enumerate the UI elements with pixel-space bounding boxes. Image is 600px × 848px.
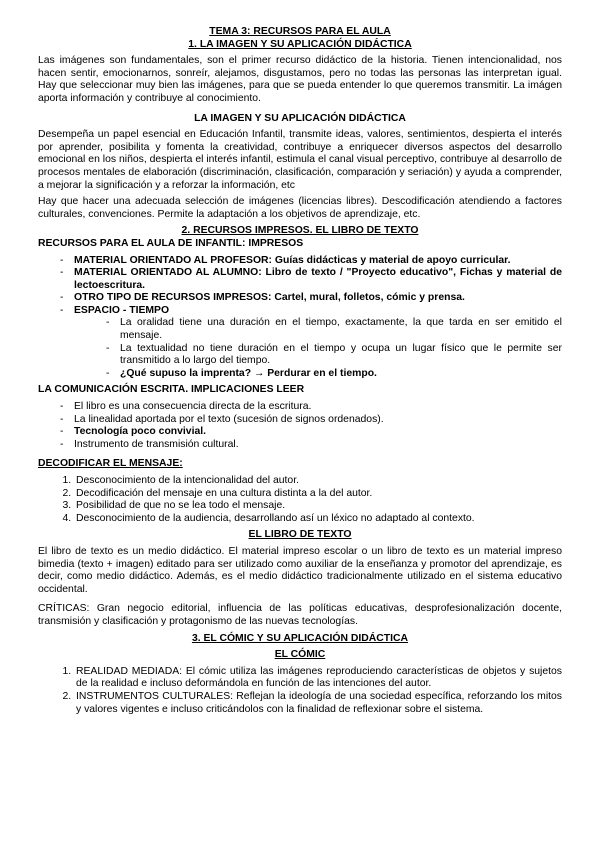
space-time-sublist: [74, 317, 562, 380]
list-item: 1. REALIDAD MEDIADA: El cómic utiliza las imágenes reproduciendo características de objetos y sujetos de la realidad e incluso deformándola en función de las intenciones del autor.: [74, 666, 562, 691]
list-item: - ¿Qué supuso la imprenta? → Perdurar en el tiempo.: [106, 368, 562, 381]
critics-para: CRÍTICAS: Gran negocio editorial, influencia de las políticas educativas, desprofesionalización docente, transmisión y clasificación y protagonismo de las nuevas tecnologías.: [38, 603, 562, 627]
list-item: 1. Desconocimiento de la intencionalidad del autor.: [74, 475, 562, 488]
list-item: - La linealidad aportada por el texto (sucesión de signos ordenados).: [60, 414, 562, 427]
list-item: - La textualidad no tiene duración en el tiempo y ocupa un lugar físico que le permite ser transmitido a lo largo del tiempo.: [106, 343, 562, 368]
written-communication-list: [38, 401, 562, 451]
written-communication-heading: LA COMUNICACIÓN ESCRITA. IMPLICACIONES LEER: [38, 384, 305, 396]
section-1-para-3: Hay que hacer una adecuada selección de imágenes (licencias libres). Descodificación atendiendo a factores culturales, convenciones. Permite la adaptación a los objetivos de aprendizaje, etc.: [38, 196, 562, 220]
textbook-heading: EL LIBRO DE TEXTO: [248, 529, 352, 541]
list-item: - ESPACIO - TIEMPO - La oralidad tiene una duración en el tiempo, exactamente, la que tarda en ser emitido el mensaje. - La textualidad no tiene duración en el tiempo y ocupa un lugar físico que le permite ser transmitido a lo largo del tiempo. - ¿Qué supuso la imprenta? → Perdurar en el tiempo.: [60, 305, 562, 381]
list-item: 2. INSTRUMENTOS CULTURALES: Reflejan la ideología de una sociedad específica, reforzando los mitos y valores vigentes e incluso criticándolos con la finalidad de reflexionar sobre el sistema.: [74, 691, 562, 716]
section-2-subheading: RECURSOS PARA EL AULA DE INFANTIL: IMPRESOS: [38, 237, 304, 249]
section-3-subheading: EL CÓMIC: [274, 649, 326, 661]
comic-list: [38, 666, 562, 716]
list-item: - MATERIAL ORIENTADO AL ALUMNO: Libro de texto / "Proyecto educativo", Fichas y material de lectoescritura.: [60, 267, 562, 292]
textbook-para: El libro de texto es un medio didáctico. El material impreso escolar o un libro de texto es un material impreso bimedia (texto + imagen) editado para ser utilizado como auxiliar de la enseñanza y promotor del aprendizaje, es decir, como medio didáctico. Además, es el medio didáctico tradicionalmente utilizado en el sistema educativo occidental.: [38, 545, 562, 595]
section-1-subheading: LA IMAGEN Y SU APLICACIÓN DIDÁCTICA: [194, 112, 406, 124]
list-item: - La oralidad tiene una duración en el tiempo, exactamente, la que tarda en ser emitido el mensaje.: [106, 317, 562, 342]
list-item: 3. Posibilidad de que no se lea todo el mensaje.: [74, 500, 562, 513]
section-3-heading: 3. EL CÓMIC Y SU APLICACIÓN DIDÁCTICA: [191, 632, 409, 644]
list-item: 2. Decodificación del mensaje en una cultura distinta a la del autor.: [74, 488, 562, 501]
section-1-heading: 1. LA IMAGEN Y SU APLICACIÓN DIDÁCTICA: [188, 38, 412, 50]
document-title: TEMA 3: RECURSOS PARA EL AULA: [209, 26, 391, 37]
list-item: - El libro es una consecuencia directa de la escritura.: [60, 401, 562, 414]
list-item: - Tecnología poco convivial.: [60, 426, 562, 439]
list-item: - OTRO TIPO DE RECURSOS IMPRESOS: Cartel, mural, folletos, cómic y prensa.: [60, 292, 562, 305]
decode-message-heading: DECODIFICAR EL MENSAJE:: [38, 458, 183, 470]
list-item: - MATERIAL ORIENTADO AL PROFESOR: Guías didácticas y material de apoyo curricular.: [60, 255, 562, 268]
section-1-para-2: Desempeña un papel esencial en Educación Infantil, transmite ideas, valores, sentimientos, despierta el interés por aprender, posibilita y fomenta la creatividad, contribuye a enriquecer diversos aspectos del desarrollo emocional en los niños, despierta el interés infantil, estimula el canal visual perceptivo, contribuye al desarrollo de procesos mentales de elaboración (discriminación, clasificación, comparación y seriación) y ayuda a comprender, a mejorar la significación y a reforzar la información, etc: [38, 129, 562, 191]
list-item: 4. Desconocimiento de la audiencia, desarrollando así un léxico no adaptado al contexto.: [74, 513, 562, 526]
decode-message-list: [38, 475, 562, 525]
printed-resources-list: [38, 255, 562, 381]
section-2-heading: 2. RECURSOS IMPRESOS. EL LIBRO DE TEXTO: [181, 225, 419, 237]
list-item: - Instrumento de transmisión cultural.: [60, 439, 562, 452]
section-1-para-1: Las imágenes son fundamentales, son el primer recurso didáctico de la historia. Tienen intencionalidad, nos hacen sentir, emocionarnos, sonreír, alejamos, disgustamos, pero no todas las personas las interpretan igual. Hay que seleccionar muy bien las imágenes, para que se pueda entender lo que queremos transmitir. La imágen aporta información y contribuye al conocimiento.: [38, 55, 562, 104]
